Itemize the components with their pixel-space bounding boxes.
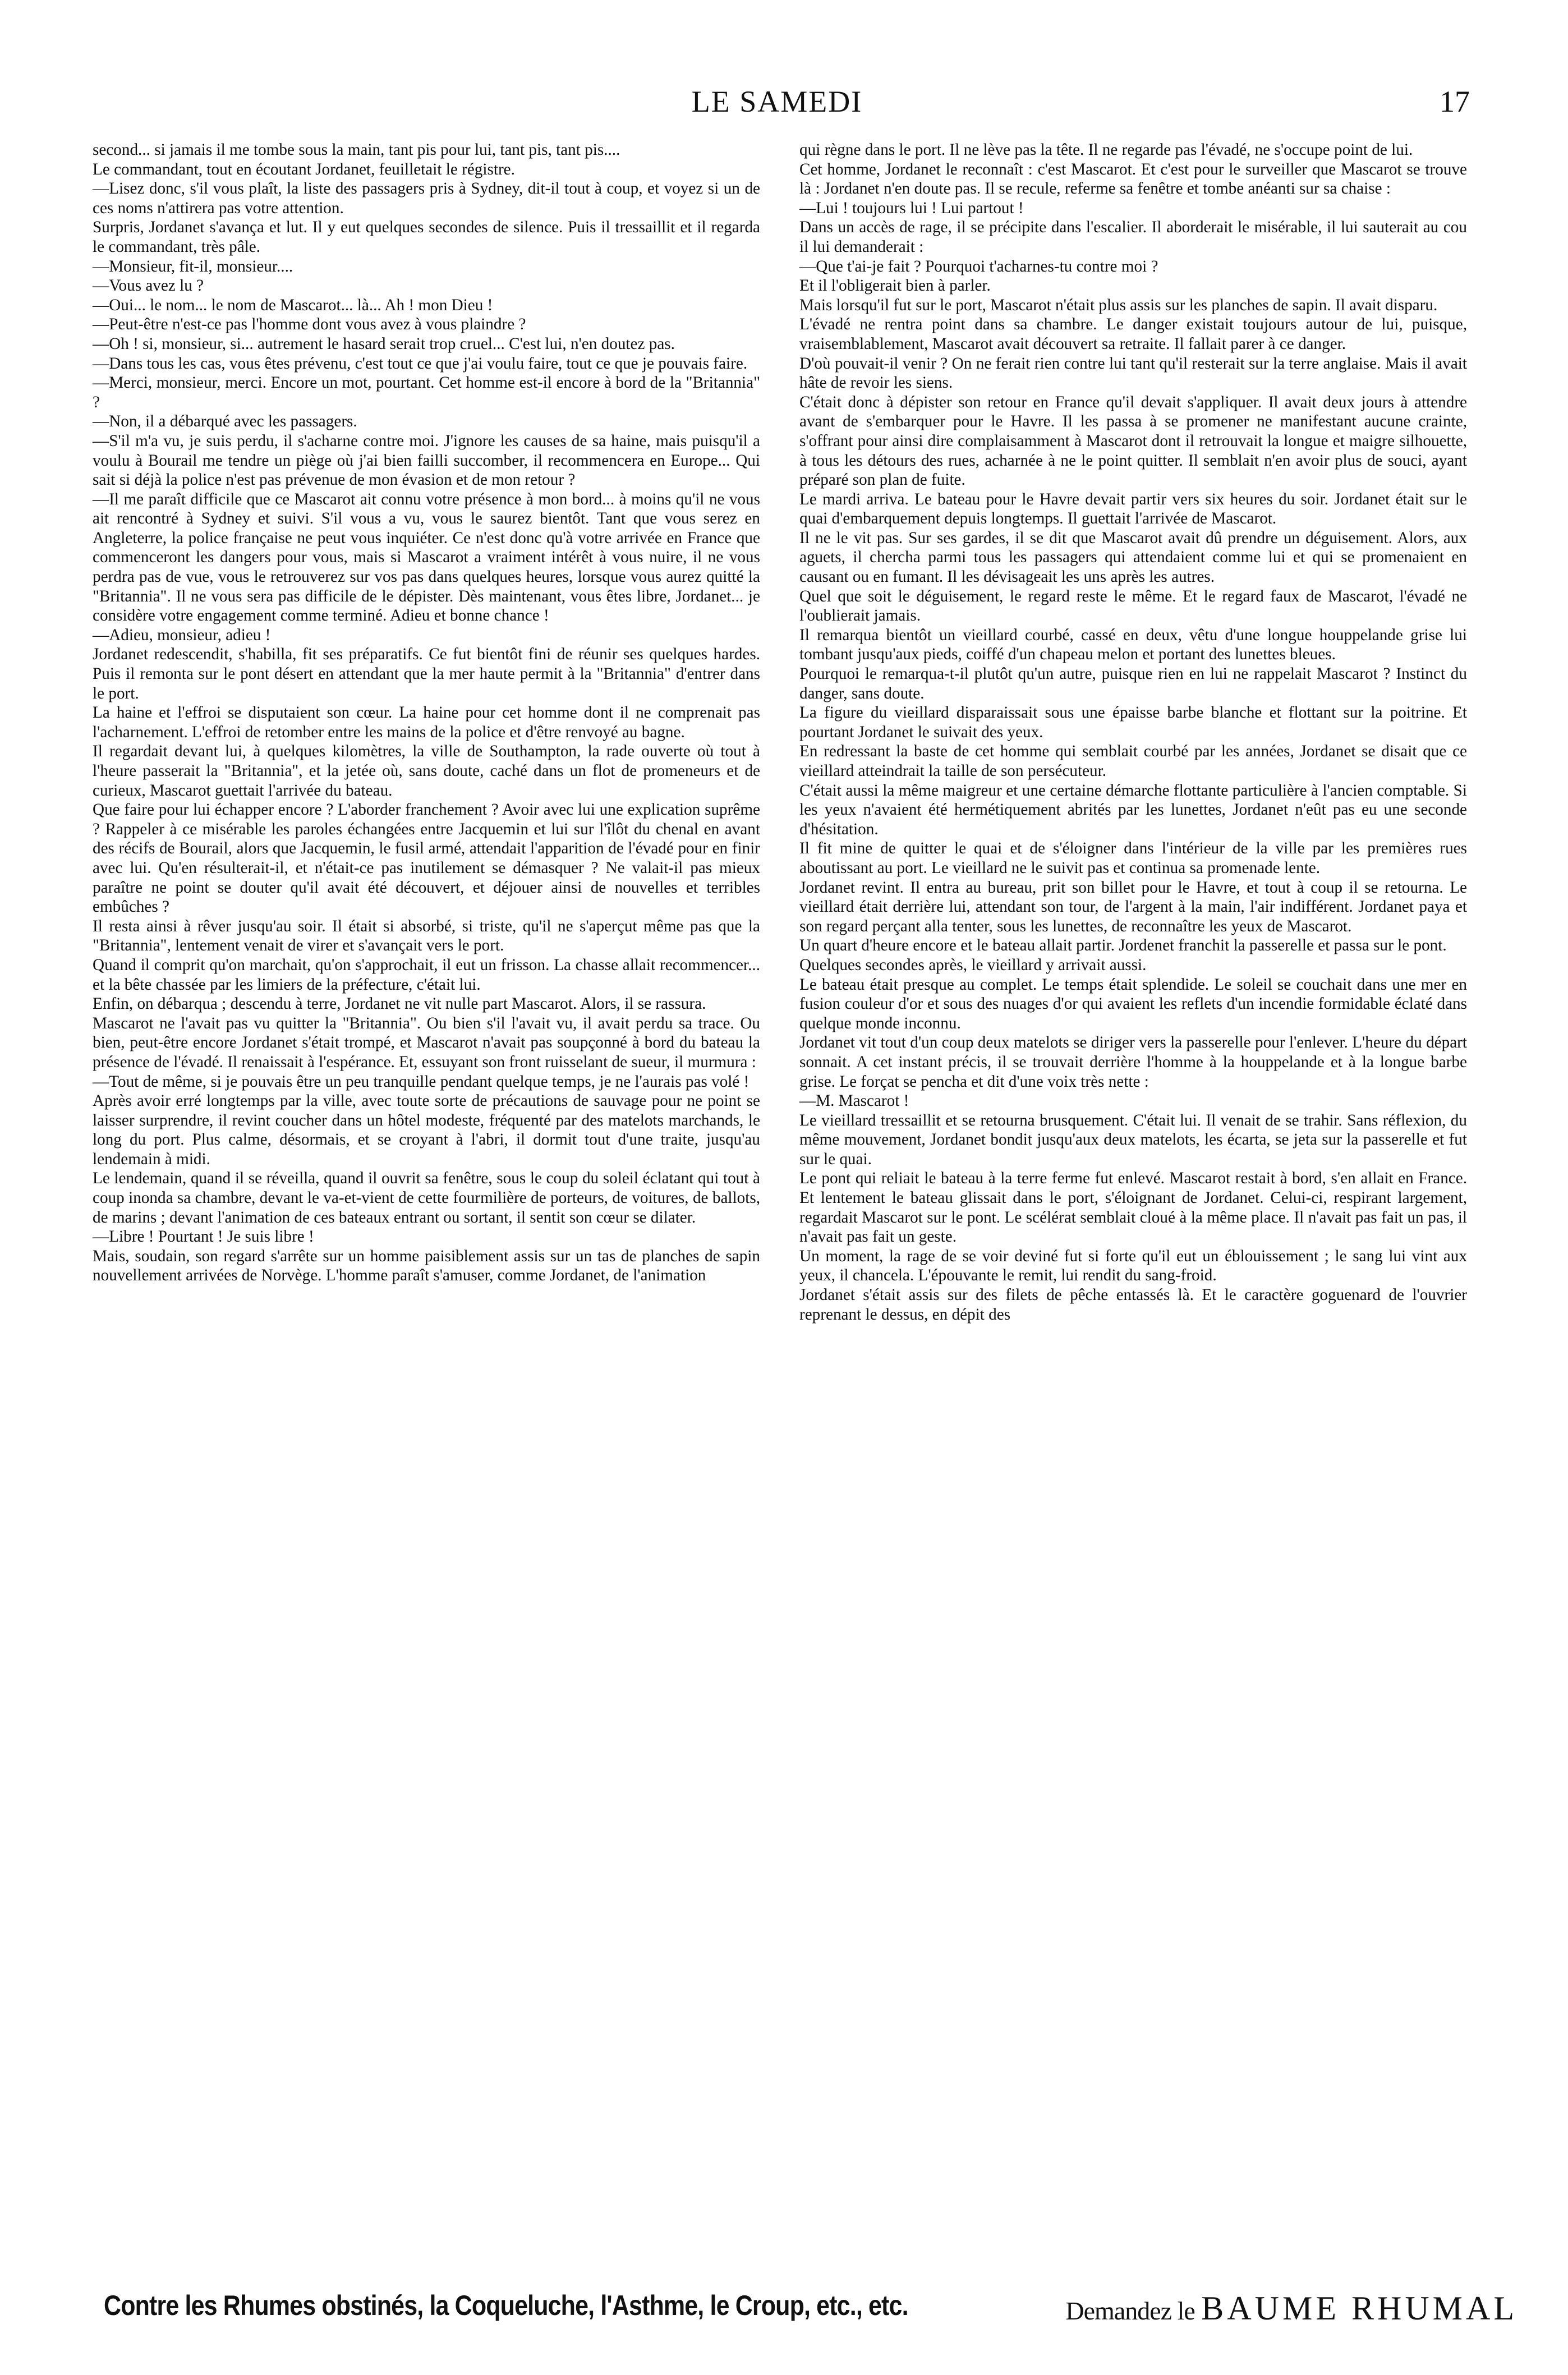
article-paragraph: —Vous avez lu ?: [93, 277, 204, 295]
article-paragraph: —Lisez donc, s'il vous plaît, la liste des passagers pris à Sydney, dit-il tout à coup, et voyez si un de ces noms n'attirera pas votre attention.: [93, 180, 760, 217]
article-paragraph: —Il me paraît difficile que ce Mascarot ait connu votre présence à mon bord... à moins qu'il ne vous ait rencontré à Sydney et suivi. S'il vous a vu, vous le saurez bientôt. Tant que vous serez en Angleterre, la police française ne peut vous inquiéter. Ce n'est donc qu'à votre arrivée en France que commenceront les dangers pour vous, mais si Mascarot a vraiment intérêt à vous nuire, il ne vous perdra pas de vue, vous le retrouverez sur vos pas dans quelques heures, lorsque vous aurez quitté la "Britannia". Il ne vous sera pas difficile de le dépister. Dès maintenant, vous êtes libre, Jordanet... je considère votre engagement comme terminé. Adieu et bonne chance !: [93, 490, 760, 625]
left-column: [93, 140, 760, 1285]
article-paragraph: Enfin, on débarqua ; descendu à terre, Jordanet ne vit nulle part Mascarot. Alors, il se rassura.: [93, 995, 706, 1013]
article-paragraph: Il resta ainsi à rêver jusqu'au soir. Il était si absorbé, si triste, qu'il ne s'aperçut même pas que la "Britannia", lentement venait de virer et s'avançait vers le port.: [93, 917, 760, 955]
article-paragraph: Mascarot ne l'avait pas vu quitter la "Britannia". Ou bien s'il l'avait vu, il avait perdu sa trace. Ou bien, peut-être encore Jordanet s'était trompé, et Mascarot n'avait pas soupçonné à bord du bateau la présence de l'évadé. Il renaissait à l'espérance. Et, essuyant son front ruisselant de sueur, il murmura :: [93, 1014, 760, 1071]
article-paragraph: L'évadé ne rentra point dans sa chambre. Le danger existait toujours autour de lui, puisque, vraisemblablement, Mascarot avait découvert sa retraite. Il fallait parer à ce danger.: [799, 315, 1467, 353]
ad-slogan: Contre les Rhumes obstinés, la Coqueluche, l'Asthme, le Croup, etc., etc.: [104, 2290, 908, 2321]
article-paragraph: —M. Mascarot !: [799, 1092, 909, 1110]
page-header: [84, 84, 1470, 129]
article-paragraph: —Monsieur, fit-il, monsieur....: [93, 257, 293, 275]
article-paragraph: Un moment, la rage de se voir deviné fut si forte qu'il eut un éblouissement ; le sang lui vint aux yeux, il chancela. L'épouvante le remit, lui rendit du sang-froid.: [799, 1247, 1467, 1285]
article-paragraph: Mais, soudain, son regard s'arrête sur un homme paisiblement assis sur un tas de planches de sapin nouvellement arrivées de Norvège. L'homme paraît s'amuser, comme Jordanet, de l'animation: [93, 1247, 760, 1285]
article-paragraph: Il ne le vit pas. Sur ses gardes, il se dit que Mascarot avait dû prendre un déguisement. Alors, aux aguets, il chercha parmi tous les passagers qui attendaient comme lui et qui se promenaient en causant ou en fumant. Il les dévisageait les uns après les autres.: [799, 529, 1467, 586]
article-paragraph: Il fit mine de quitter le quai et de s'éloigner dans l'intérieur de la ville par les premières rues aboutissant au port. Le vieillard ne le suivit pas et continua sa promenade lente.: [799, 839, 1467, 877]
article-paragraph: La figure du vieillard disparaissait sous une épaisse barbe blanche et flottant sur la poitrine. Et pourtant Jordanet le suivait des yeux.: [799, 704, 1467, 741]
article-paragraph: Le mardi arriva. Le bateau pour le Havre devait partir vers six heures du soir. Jordanet était sur le quai d'embarquement depuis longtemps. Il guettait l'arrivée de Mascarot.: [799, 490, 1467, 528]
article-paragraph: second... si jamais il me tombe sous la main, tant pis pour lui, tant pis, tant pis....: [93, 141, 620, 159]
article-paragraph: Il remarqua bientôt un vieillard courbé, cassé en deux, vêtu d'une longue houppelande grise lui tombant jusqu'aux pieds, coiffé d'un chapeau melon et portant des lunettes bleues.: [799, 626, 1467, 664]
article-paragraph: Après avoir erré longtemps par la ville, avec toute sorte de précautions de sauvage pour ne point se laisser surprendre, il revint coucher dans un hôtel modeste, fréquenté par des matelots marchands, le long du port. Plus calme, désormais, et se croyant à l'abri, il dormit tout d'une traite, jusqu'au lendemain à midi.: [93, 1092, 760, 1168]
article-paragraph: Le lendemain, quand il se réveilla, quand il ouvrit sa fenêtre, sous le coup du soleil éclatant qui tout à coup inonda sa chambre, devant le va-et-vient de cette fourmilière de porteurs, de voitures, de ballots, de marins ; devant l'animation de ces bateaux entrant ou sortant, il sentit son cœur se dilater.: [93, 1169, 760, 1226]
right-column: [799, 140, 1467, 1324]
article-paragraph: —Dans tous les cas, vous êtes prévenu, c'est tout ce que j'ai voulu faire, tout ce que je pouvais faire.: [93, 354, 748, 373]
article-paragraph: Mais lorsqu'il fut sur le port, Mascarot n'était plus assis sur les planches de sapin. Il avait disparu.: [799, 296, 1438, 314]
article-paragraph: Jordanet revint. Il entra au bureau, prit son billet pour le Havre, et tout à coup il se retourna. Le vieillard était derrière lui, attendant son tour, de l'argent à la main, l'air indifférent. Jordanet paya et son regard perçant alla tenter, sous les lunettes, de reconnaître les yeux de Mascarot.: [799, 878, 1467, 935]
article-paragraph: Le commandant, tout en écoutant Jordanet, feuilletait le régistre.: [93, 160, 515, 178]
article-paragraph: Il regardait devant lui, à quelques kilomètres, la ville de Southampton, la rade ouverte où tout à l'heure passerait la "Britannia", et la jetée où, sans doute, caché dans un flot de promeneurs et de curieux, Mascarot guettait l'arrivée du bateau.: [93, 742, 760, 800]
article-paragraph: —Peut-être n'est-ce pas l'homme dont vous avez à vous plaindre ?: [93, 315, 526, 334]
article-paragraph: —Adieu, monsieur, adieu !: [93, 626, 271, 644]
ad-product-prefix: Demandez le: [1065, 2296, 1195, 2325]
ad-product-name: BAUME RHUMAL: [1201, 2290, 1518, 2327]
article-paragraph: —Que t'ai-je fait ? Pourquoi t'acharnes-tu contre moi ?: [799, 257, 1158, 275]
article-paragraph: En redressant la baste de cet homme qui semblait courbé par les années, Jordanet se disait que ce vieillard atteindrait la taille de son persécuteur.: [799, 742, 1467, 780]
article-paragraph: Le vieillard tressaillit et se retourna brusquement. C'était lui. Il venait de se trahir. Sans réflexion, du même mouvement, Jordanet bondit jusqu'aux deux matelots, les écarta, se jeta sur la passerelle et fut sur le quai.: [799, 1111, 1467, 1168]
article-paragraph: —Merci, monsieur, merci. Encore un mot, pourtant. Cet homme est-il encore à bord de la "Britannia" ?: [93, 374, 760, 411]
article-paragraph: Que faire pour lui échapper encore ? L'aborder franchement ? Avoir avec lui une explication suprême ? Rappeler à ce misérable les paroles échangées entre Jacquemin et lui sur l'îlôt du chenal en avant des récifs de Bourail, alors que Jacquemin, le fusil armé, attendait l'apparition de l'évadé pour en finir avec lui. Qu'en résulterait-il, et n'était-ce pas inutilement se démasquer ? Ne valait-il pas mieux paraître ne point se douter qu'il avait été découvert, et déjouer ainsi de nouvelles et terribles embûches ?: [93, 801, 760, 916]
ad-product: [1065, 2289, 1518, 2328]
article-paragraph: C'était donc à dépister son retour en France qu'il devait s'appliquer. Il avait deux jours à attendre avant de s'embarquer pour le Havre. Il les passa à se promener ne manifestant aucune crainte, s'offrant pour ainsi dire complaisamment à Mascarot dont il retrouvait la longue et maigre silhouette, à tous les détours des rues, acharnée à ne le point quitter. Il semblait n'en avoir plus de souci, ayant préparé son plan de fuite.: [799, 393, 1467, 489]
article-paragraph: Quelques secondes après, le vieillard y arrivait aussi.: [799, 955, 1147, 974]
article-paragraph: Cet homme, Jordanet le reconnaît : c'est Mascarot. Et c'est pour le surveiller que Mascarot se trouve là : Jordanet n'en doute pas. Il se recule, referme sa fenêtre et tombe anéanti sur sa chaise :: [799, 160, 1467, 198]
article-paragraph: Jordanet s'était assis sur des filets de pêche entassés là. Et le caractère goguenard de l'ouvrier reprenant le dessus, en dépit des: [799, 1286, 1467, 1324]
article-paragraph: —Oui... le nom... le nom de Mascarot... là... Ah ! mon Dieu !: [93, 296, 493, 314]
article-paragraph: Pourquoi le remarqua-t-il plutôt qu'un autre, puisque rien en lui ne rappelait Mascarot ? Instinct du danger, sans doute.: [799, 665, 1467, 702]
article-paragraph: —Oh ! si, monsieur, si... autrement le hasard serait trop cruel... C'est lui, n'en doutez pas.: [93, 334, 675, 353]
article-paragraph: Quand il comprit qu'on marchait, qu'on s'approchait, il eut un frisson. La chasse allait recommencer... et la bête chassée par les limiers de la préfecture, c'était lui.: [93, 955, 760, 994]
article-paragraph: —S'il m'a vu, je suis perdu, il s'acharne contre moi. J'ignore les causes de sa haine, mais puisqu'il a voulu à Bourail me tendre un piège où j'ai bien failli succomber, il recommencera en Europe... Qui sait si déjà la police n'est pas prévenue de mon évasion et de mon retour ?: [93, 431, 760, 489]
article-paragraph: Un quart d'heure encore et le bateau allait partir. Jordenet franchit la passerelle et passa sur le pont.: [799, 936, 1447, 955]
masthead-title: LE SAMEDI: [691, 85, 863, 118]
article-paragraph: Quel que soit le déguisement, le regard reste le même. Et le regard faux de Mascarot, l'évadé ne l'oublierait jamais.: [799, 587, 1467, 625]
advertisement-banner: [104, 2289, 1518, 2334]
article-paragraph: Dans un accès de rage, il se précipite dans l'escalier. Il aborderait le misérable, il lui sauterait au cou il lui demanderait :: [799, 218, 1467, 256]
article-paragraph: C'était aussi la même maigreur et une certaine démarche flottante particulière à l'ancien comptable. Si les yeux n'avaient été hermétiquement abrités par les lunettes, Jordanet n'eût pas eu une seconde d'hésitation.: [799, 781, 1467, 838]
page-number: 17: [1440, 85, 1470, 118]
article-paragraph: Jordanet redescendit, s'habilla, fit ses préparatifs. Ce fut bientôt fini de réunir ses quelques hardes. Puis il remonta sur le pont désert en attendant que la mer haute permit à la "Britannia" d'entrer dans le port.: [93, 645, 760, 702]
article-paragraph: Le bateau était presque au complet. Le temps était splendide. Le soleil se couchait dans une mer en fusion couleur d'or et sous des nuages d'or qui avaient les reflets d'un incendie formidable éclaté dans quelque monde inconnu.: [799, 975, 1467, 1032]
article-paragraph: —Lui ! toujours lui ! Lui partout !: [799, 199, 1024, 217]
article-paragraph: D'où pouvait-il venir ? On ne ferait rien contre lui tant qu'il resterait sur la terre anglaise. Mais il avait hâte de revoir les siens.: [799, 354, 1467, 392]
article-paragraph: Jordanet vit tout d'un coup deux matelots se diriger vers la passerelle pour l'enlever. L'heure du départ sonnait. A cet instant précis, il se trouvait derrière l'homme à la houppelande et à la longue barbe grise. Le forçat se pencha et dit d'une voix très nette :: [799, 1033, 1467, 1091]
article-paragraph: La haine et l'effroi se disputaient son cœur. La haine pour cet homme dont il ne comprenait pas l'acharnement. L'effroi de retomber entre les mains de la police et d'être renvoyé au bagne.: [93, 704, 760, 741]
article-paragraph: Le pont qui reliait le bateau à la terre ferme fut enlevé. Mascarot restait à bord, s'en allait en France. Et lentement le bateau glissait dans le port, s'éloignant de Jordanet. Celui-ci, respirant largement, regardait Mascarot sur le pont. Le scélérat semblait cloué à la même place. Il n'avait pas fait un pas, il n'avait pas fait un geste.: [799, 1169, 1467, 1246]
article-paragraph: —Tout de même, si je pouvais être un peu tranquille pendant quelque temps, je ne l'aurais pas volé !: [93, 1072, 749, 1091]
article-paragraph: —Libre ! Pourtant ! Je suis libre !: [93, 1228, 314, 1246]
article-paragraph: Et il l'obligerait bien à parler.: [799, 277, 991, 295]
article-paragraph: —Non, il a débarqué avec les passagers.: [93, 412, 357, 431]
article-paragraph: Surpris, Jordanet s'avança et lut. Il y eut quelques secondes de silence. Puis il tressaillit et il regarda le commandant, très pâle.: [93, 218, 760, 256]
article-paragraph: qui règne dans le port. Il ne lève pas la tête. Il ne regarde pas l'évadé, ne s'occupe point de lui.: [799, 141, 1413, 159]
